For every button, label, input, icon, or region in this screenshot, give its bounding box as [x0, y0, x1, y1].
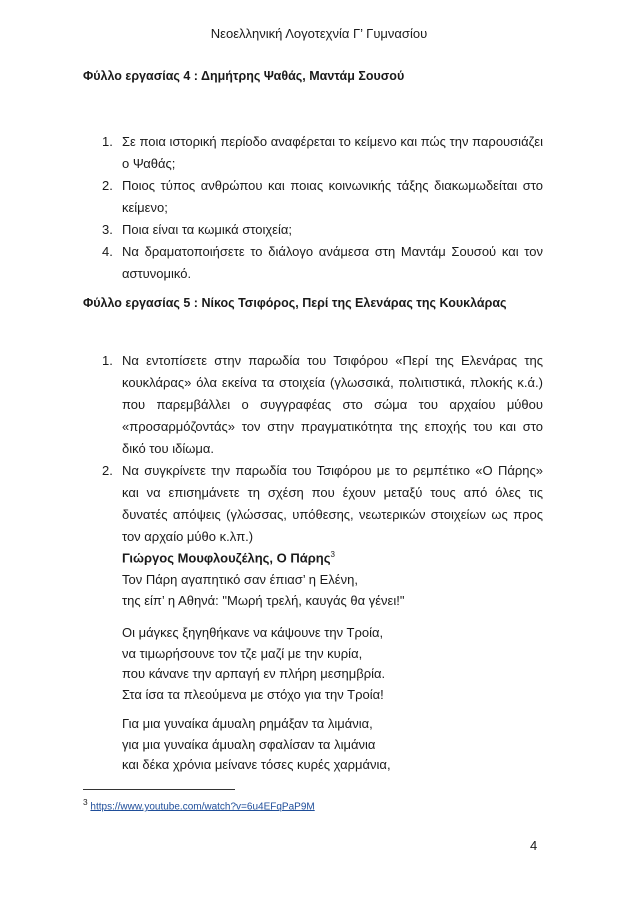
poem-line: Για μια γυναίκα άμυαλη ρημάξαν τα λιμάνια,	[122, 716, 373, 731]
poem-line: που κάνανε την αρπαγή εν πλήρη μεσημβρία.	[122, 666, 386, 681]
worksheet-4-questions	[83, 131, 543, 285]
footnote-divider	[83, 789, 235, 790]
poem-line: να τιμωρήσουνε τον τζε μαζί με την κυρία,	[122, 645, 363, 661]
worksheet-5-questions	[83, 350, 543, 548]
list-item: 4. Να δραματοποιήσετε το διάλογο ανάμεσα στη Μαντάμ Σουσού και τον αστυνομικό.	[102, 244, 543, 281]
poem-line: Στα ίσα τα πλεούμενα με στόχο για την Τροία!	[122, 686, 384, 702]
footnote-reference: 3	[330, 550, 335, 559]
footnote-mark: 3	[83, 797, 88, 807]
poem-stanza-1	[122, 570, 404, 611]
poem-line: Τον Πάρη αγαπητικό σαν έπιασ’ η Ελένη,	[122, 572, 358, 587]
poem-line: Οι μάγκες ξηγηθήκανε να κάψουνε την Τροία,	[122, 625, 384, 640]
list-item: 1. Σε ποια ιστορική περίοδο αναφέρεται το κείμενο και πώς την παρουσιάζει ο Ψαθάς;	[102, 134, 543, 171]
list-item: 2. Να συγκρίνετε την παρωδία του Τσιφόρου με το ρεμπέτικο «Ο Πάρης» και να επισημάνετε τη σχέση που έχουν μεταξύ τους από όλες τις δυνατές απόψεις (γλώσσας, υπόθεσης, νεωτερικών στοιχείων ως προς τον αρχαίο μύθο κ.λπ.)	[102, 463, 543, 544]
footnote	[83, 797, 315, 812]
worksheet-5-heading: Φύλλο εργασίας 5 : Νίκος Τσιφόρος, Περί της Ελενάρας της Κουκλάρας	[83, 296, 507, 310]
list-item: 3. Ποια είναι τα κωμικά στοιχεία;	[102, 222, 292, 237]
poem-line: και δέκα χρόνια μείνανε τόσες κυρές χαρμάνια,	[122, 757, 391, 772]
list-item: 1. Να εντοπίσετε στην παρωδία του Τσιφόρου «Περί της Ελενάρας της κουκλάρας» όλα εκείνα τα στοιχεία (γλωσσικά, πολιτιστικά, πλοκής κ.ά.) που παρεμβάλλει ο συγγραφέας στο σώμα του αρχαίου μύθου «προσαρμόζοντάς» τον στην πραγματικότητα της εποχής του και στο δικό του ιδίωμα.	[102, 353, 543, 456]
poem-stanza-2	[122, 623, 385, 705]
poem-title: Γιώργος Μουφλουζέλης, Ο Πάρης$^3$	[122, 550, 335, 566]
page-header: Νεοελληνική Λογοτεχνία Γ’ Γυμνασίου	[210, 26, 428, 41]
poem-line: για μια γυναίκα άμυαλη σφαλίσαν τα λιμάνια	[122, 736, 376, 752]
poem-stanza-3	[122, 714, 391, 776]
list-item: 2. Ποιος τύπος ανθρώπου και ποιας κοινωνικής τάξης διακωμωδείται στο κείμενο;	[102, 178, 543, 215]
youtube-link[interactable]: https://www.youtube.com/watch?v=6u4EFqPaP9M	[90, 801, 315, 813]
worksheet-4-heading: Φύλλο εργασίας 4 : Δημήτρης Ψαθάς, Μαντάμ Σουσού	[83, 69, 405, 83]
page-number: 4	[530, 838, 538, 853]
poem-line: της είπ’ η Αθηνά: "Μωρή τρελή, καυγάς θα γένει!"	[122, 592, 405, 608]
